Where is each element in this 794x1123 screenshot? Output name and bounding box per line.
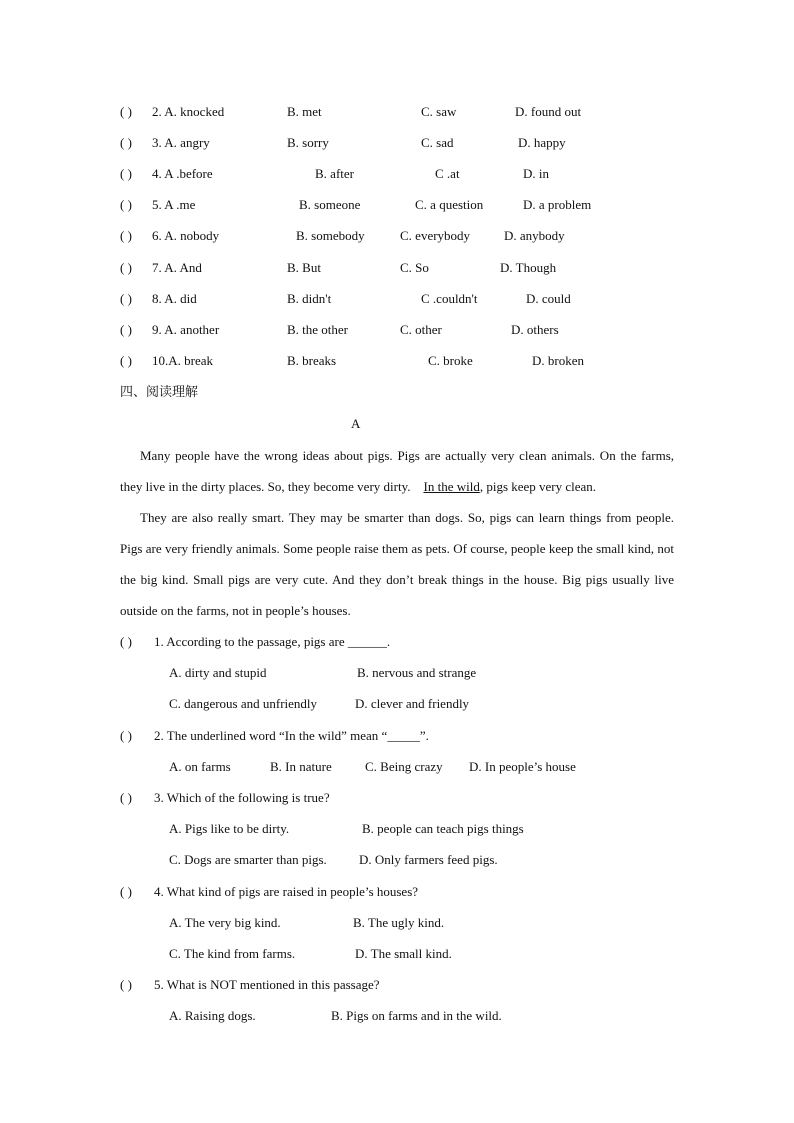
cloze-option-a: 10.A. break: [152, 353, 214, 368]
answer-paren: ( ): [120, 166, 132, 181]
cloze-option-c: C. other: [400, 322, 442, 337]
cloze-option-a: 9. A. another: [152, 322, 220, 337]
cloze-option-b: B. didn't: [287, 291, 332, 306]
option-a: A. Pigs like to be dirty.: [169, 821, 290, 836]
answer-paren: ( ): [120, 135, 132, 150]
section-title: 四、阅读理解: [120, 385, 199, 400]
passage-paragraph-2: [120, 502, 674, 626]
question-stem: 3. Which of the following is true?: [154, 790, 330, 805]
cloze-option-c: C. a question: [415, 197, 484, 212]
question-stem: 4. What kind of pigs are raised in people’s houses?: [154, 884, 419, 899]
question-stem: 1. According to the passage, pigs are ______.: [154, 634, 391, 649]
cloze-option-b: B. after: [315, 166, 354, 181]
passage-p1-end: , pigs keep very clean.: [479, 479, 597, 494]
answer-paren: ( ): [120, 104, 132, 119]
answer-paren: ( ): [120, 790, 132, 805]
option-a: A. on farms: [169, 759, 231, 774]
cloze-option-c: C. saw: [421, 104, 457, 119]
option-a: A. Raising dogs.: [169, 1008, 256, 1023]
option-d: D. The small kind.: [355, 946, 452, 961]
cloze-option-d: D. happy: [518, 135, 566, 150]
option-d: D. clever and friendly: [355, 696, 470, 711]
answer-paren: ( ): [120, 322, 132, 337]
cloze-option-c: C .couldn't: [421, 291, 478, 306]
answer-paren: ( ): [120, 197, 132, 212]
option-b: B. In nature: [270, 759, 332, 774]
answer-paren: ( ): [120, 634, 132, 649]
cloze-option-a: 6. A. nobody: [152, 228, 220, 243]
question-stem: 5. What is NOT mentioned in this passage?: [154, 977, 380, 992]
cloze-option-b: B. someone: [299, 197, 361, 212]
option-d: D. Only farmers feed pigs.: [359, 852, 498, 867]
underlined-phrase: In the wild: [423, 479, 480, 494]
cloze-option-d: D. Though: [500, 260, 557, 275]
cloze-option-b: B. met: [287, 104, 322, 119]
option-c: C. Being crazy: [365, 759, 443, 774]
cloze-option-c: C. So: [400, 260, 429, 275]
cloze-option-c: C. broke: [428, 353, 473, 368]
option-b: B. people can teach pigs things: [362, 821, 524, 836]
cloze-option-d: D. anybody: [504, 228, 565, 243]
cloze-option-a: 3. A. angry: [152, 135, 210, 150]
answer-paren: ( ): [120, 353, 132, 368]
option-c: C. dangerous and unfriendly: [169, 696, 318, 711]
answer-paren: ( ): [120, 977, 132, 992]
cloze-option-b: B. the other: [287, 322, 349, 337]
cloze-option-a: 8. A. did: [152, 291, 197, 306]
cloze-option-d: D. broken: [532, 353, 584, 368]
cloze-option-c: C. sad: [421, 135, 454, 150]
cloze-option-b: B. somebody: [296, 228, 365, 243]
passage-paragraph-1: [120, 440, 674, 502]
answer-paren: ( ): [120, 291, 132, 306]
cloze-option-a: 5. A .me: [152, 197, 196, 212]
cloze-option-b: B. breaks: [287, 353, 337, 368]
question-stem: 2. The underlined word “In the wild” mean “_____”.: [154, 728, 429, 743]
cloze-option-d: D. in: [523, 166, 549, 181]
option-a: A. The very big kind.: [169, 915, 281, 930]
cloze-option-a: 2. A. knocked: [152, 104, 225, 119]
option-c: C. Dogs are smarter than pigs.: [169, 852, 327, 867]
answer-paren: ( ): [120, 728, 132, 743]
cloze-option-d: D. others: [511, 322, 559, 337]
option-c: C. The kind from farms.: [169, 946, 296, 961]
answer-paren: ( ): [120, 228, 132, 243]
cloze-option-d: D. a problem: [523, 197, 592, 212]
passage-p1-text: Many people have the wrong ideas about pigs. Pigs are actually very clean animals. On the farms, they live in the dirty places. So, they become very dirty.: [120, 448, 674, 494]
passage-letter: A: [351, 416, 361, 431]
answer-paren: ( ): [120, 260, 132, 275]
cloze-option-b: B. sorry: [287, 135, 329, 150]
cloze-option-b: B. But: [287, 260, 321, 275]
cloze-option-c: C. everybody: [400, 228, 471, 243]
option-b: B. Pigs on farms and in the wild.: [331, 1008, 502, 1023]
cloze-option-a: 4. A .before: [152, 166, 213, 181]
option-b: B. nervous and strange: [357, 665, 477, 680]
option-d: D. In people’s house: [469, 759, 576, 774]
cloze-option-c: C .at: [435, 166, 460, 181]
option-a: A. dirty and stupid: [169, 665, 267, 680]
passage-p2-text: They are also really smart. They may be smarter than dogs. So, pigs can learn things from people. Pigs are very friendly animals. Some people raise them as pets. Of course, people keep the small kind, not the big kind. Small pigs are very cute. And they don’t break things in the house. Big pigs usually live outside on the farms, not in people’s houses.: [120, 510, 674, 618]
cloze-option-a: 7. A. And: [152, 260, 202, 275]
answer-paren: ( ): [120, 884, 132, 899]
cloze-option-d: D. found out: [515, 104, 582, 119]
option-b: B. The ugly kind.: [353, 915, 445, 930]
cloze-option-d: D. could: [526, 291, 571, 306]
